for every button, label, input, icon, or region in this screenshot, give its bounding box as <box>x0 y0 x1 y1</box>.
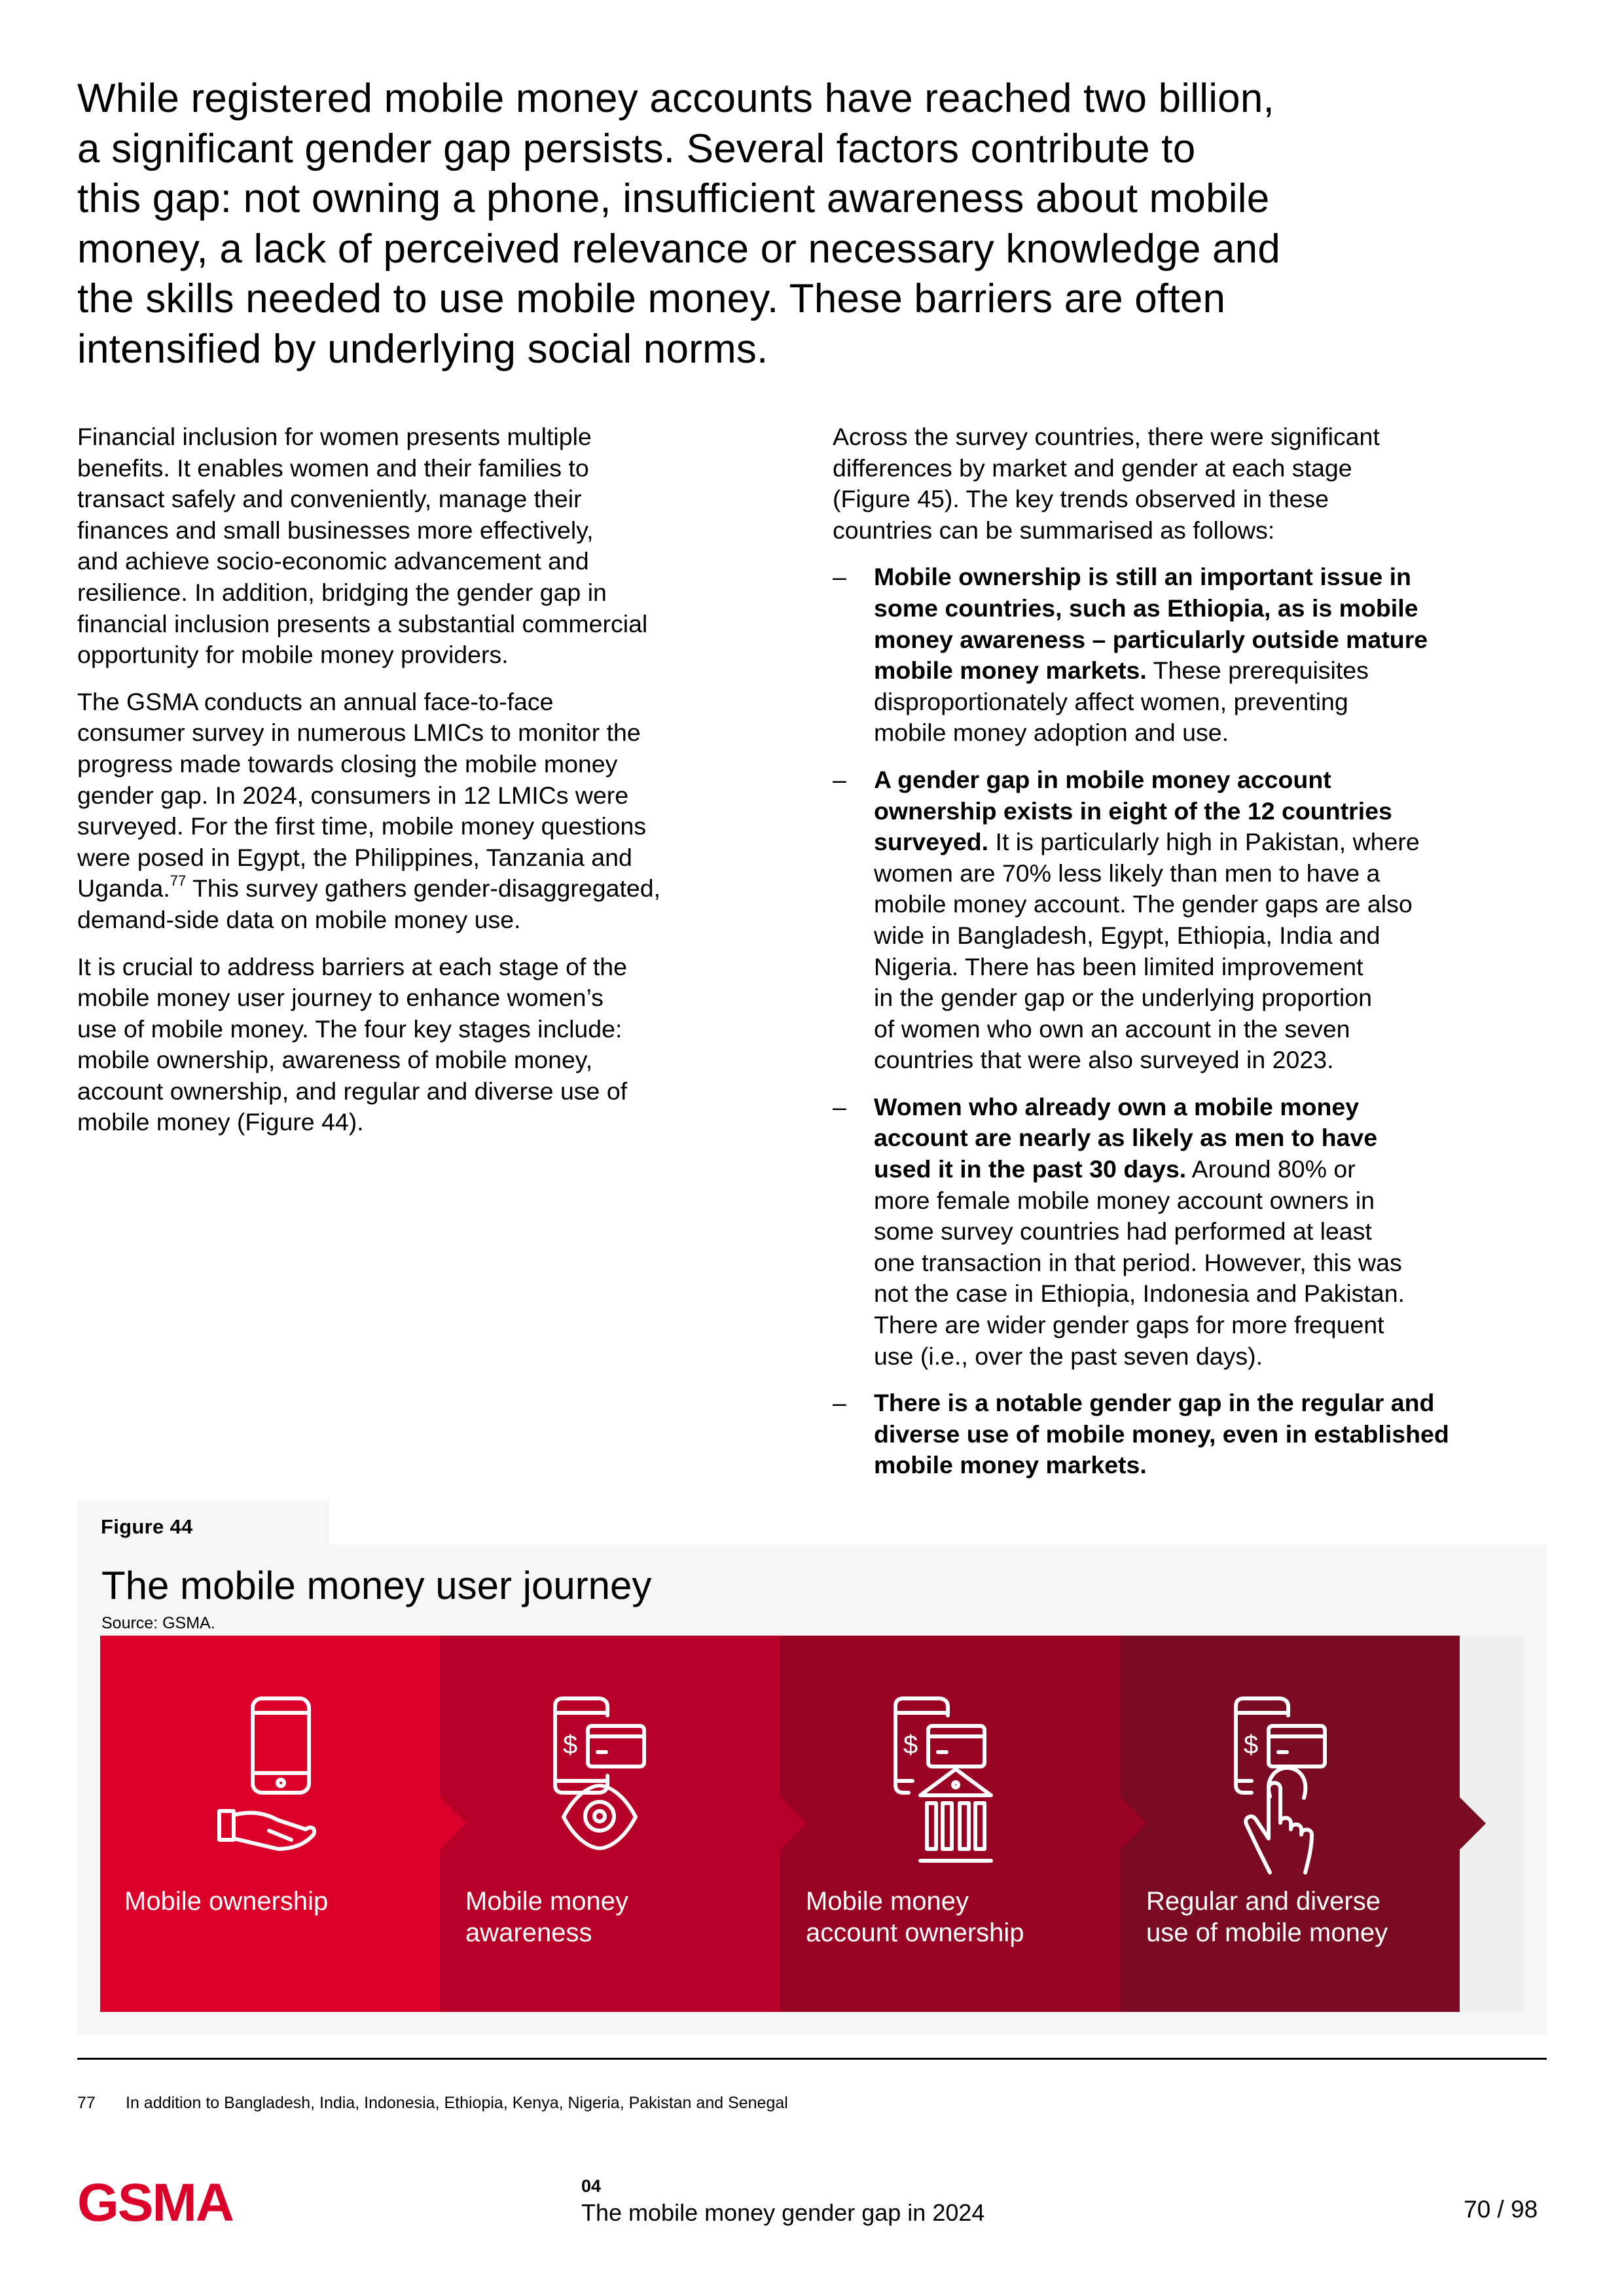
text-fragment: surveyed. <box>874 828 989 856</box>
stage-label-account-ownership <box>806 1886 1024 1948</box>
text-line: use (i.e., over the past seven days). <box>874 1342 1263 1370</box>
user-journey-diagram <box>100 1636 1488 2012</box>
stage-label-mobile-ownership <box>124 1886 328 1917</box>
text-line: transact safely and conveniently, manage their <box>77 485 582 513</box>
text-line: finances and small businesses more effectively, <box>77 516 594 544</box>
bullet-item <box>833 1092 1559 1372</box>
text-line: wide in Bangladesh, Egypt, Ethiopia, India and <box>874 921 1380 949</box>
text-line: demand-side data on mobile money use. <box>77 905 521 933</box>
text-line: Across the survey countries, there were significant <box>833 423 1380 450</box>
text-line: mobile money markets. <box>874 1451 1147 1479</box>
text-line: account ownership, and regular and diverse use of <box>77 1077 628 1105</box>
stage-label-regular-diverse-use <box>1146 1886 1388 1948</box>
bullet-dash: – <box>833 765 846 793</box>
chapter-title[interactable]: The mobile money gender gap in 2024 <box>581 2199 985 2226</box>
text-line: resilience. In addition, bridging the gender gap in <box>77 578 607 606</box>
text-fragment: It is particularly high in Pakistan, where <box>988 828 1420 856</box>
text-line: Women who already own a mobile money <box>874 1092 1360 1121</box>
text-fragment: These prerequisites <box>1146 656 1369 685</box>
stage-label-awareness <box>465 1886 628 1948</box>
bullet-dash: – <box>833 563 846 591</box>
text-line <box>874 655 1559 687</box>
text-line: countries can be summarised as follows: <box>833 516 1275 544</box>
lead-line: intensified by underlying social norms. <box>77 326 768 372</box>
chapter-number: 04 <box>581 2176 602 2196</box>
stage-label-line: awareness <box>465 1918 592 1947</box>
text-line: account are nearly as likely as men to have <box>874 1124 1378 1152</box>
figure-source: Source: GSMA. <box>101 1614 215 1632</box>
text-line: mobile ownership, awareness of mobile money, <box>77 1046 593 1074</box>
lead-heading <box>77 74 1557 374</box>
bullet-dash: – <box>833 1092 846 1121</box>
phone-in-hand-icon <box>218 1695 349 1865</box>
text-line: (Figure 45). The key trends observed in these <box>833 485 1329 513</box>
paragraph-benefits <box>77 422 797 671</box>
stage-label-line: Regular and diverse <box>1146 1887 1380 1916</box>
text-line: progress made towards closing the mobile money <box>77 749 618 778</box>
svg-text:$: $ <box>563 1731 578 1759</box>
text-line: gender gap. In 2024, consumers in 12 LMICs were <box>77 781 629 809</box>
paragraph-intro <box>833 422 1559 546</box>
text-line: money awareness – particularly outside mature <box>874 625 1428 653</box>
text-line: Mobile ownership is still an important issue in <box>874 563 1411 591</box>
svg-text:$: $ <box>1244 1731 1259 1759</box>
text-line: women are 70% less likely than men to have a <box>874 859 1380 887</box>
stage-label-line: account ownership <box>806 1918 1024 1947</box>
right-column <box>833 422 1559 1497</box>
mobile-payment-eye-icon <box>542 1695 686 1865</box>
text-line: use of mobile money. The four key stages include: <box>77 1014 623 1043</box>
text-line: A gender gap in mobile money account <box>874 765 1331 793</box>
text-line: Financial inclusion for women presents multiple <box>77 423 592 450</box>
text-fragment: used it in the past 30 days. <box>874 1155 1187 1183</box>
text-line: Nigeria. There has been limited improvement <box>874 952 1363 980</box>
text-line: ownership exists in eight of the 12 countries <box>874 797 1392 825</box>
bullet-item <box>833 1388 1559 1481</box>
text-line: and achieve socio-economic advancement and <box>77 547 589 575</box>
stage-label-line: Mobile ownership <box>124 1887 329 1916</box>
stage-label-line: Mobile money <box>465 1887 629 1916</box>
text-line: more female mobile money account owners in <box>874 1186 1375 1214</box>
page-indicator: 70 / 98 <box>1464 2196 1538 2223</box>
lead-line: a significant gender gap persists. Several factors contribute to <box>77 126 1196 171</box>
footnote-reference[interactable]: 77 <box>170 872 187 889</box>
text-line: mobile money (Figure 44). <box>77 1108 364 1136</box>
svg-text:$: $ <box>903 1731 918 1759</box>
text-line: consumer survey in numerous LMICs to monitor the <box>77 719 641 747</box>
mobile-payment-bank-icon <box>882 1695 1026 1878</box>
figure-label-tab <box>77 1501 329 1545</box>
stage-label-line: use of mobile money <box>1146 1918 1388 1947</box>
text-line: diverse use of mobile money, even in established <box>874 1420 1449 1448</box>
text-fragment: Around 80% or <box>1186 1155 1356 1183</box>
text-line: mobile money adoption and use. <box>874 719 1229 747</box>
text-line: some countries, such as Ethiopia, as is mobile <box>874 594 1418 622</box>
gsma-logo[interactable]: GSMA <box>77 2173 233 2233</box>
text-line: It is crucial to address barriers at each stage of the <box>77 952 627 980</box>
figure-label: Figure 44 <box>101 1515 193 1538</box>
text-fragment: mobile money markets. <box>874 656 1147 685</box>
text-line: one transaction in that period. However, this was <box>874 1248 1402 1276</box>
left-column <box>77 422 797 1154</box>
text-line: mobile money user journey to enhance women’s <box>77 984 604 1012</box>
text-line <box>874 827 1559 858</box>
bullet-dash: – <box>833 1389 846 1417</box>
lead-line: this gap: not owning a phone, insufficient awareness about mobile <box>77 176 1270 221</box>
bullet-item <box>833 764 1559 1076</box>
text-line <box>77 873 797 905</box>
paragraph-survey <box>77 687 797 936</box>
text-fragment: Uganda. <box>77 874 170 903</box>
text-line: financial inclusion presents a substantial commercial <box>77 609 648 637</box>
lead-line: While registered mobile money accounts have reached two billion, <box>77 76 1274 121</box>
text-line: disproportionately affect women, preventing <box>874 687 1348 715</box>
text-line: some survey countries had performed at least <box>874 1217 1372 1246</box>
mobile-payment-tap-icon <box>1223 1695 1367 1878</box>
text-line: countries that were also surveyed in 2023. <box>874 1046 1334 1074</box>
footnote-text: In addition to Bangladesh, India, Indonesia, Ethiopia, Kenya, Nigeria, Pakistan and Senegal <box>126 2094 788 2112</box>
text-line: of women who own an account in the seven <box>874 1014 1350 1043</box>
text-line: There is a notable gender gap in the regular and <box>874 1389 1435 1417</box>
bullet-item <box>833 562 1559 749</box>
text-line: not the case in Ethiopia, Indonesia and Pakistan. <box>874 1280 1405 1308</box>
paragraph-barriers <box>77 952 797 1139</box>
text-line: in the gender gap or the underlying proportion <box>874 984 1372 1012</box>
text-line: were posed in Egypt, the Philippines, Tanzania and <box>77 843 632 871</box>
text-line: mobile money account. The gender gaps are also <box>874 890 1413 918</box>
footnote <box>77 2093 788 2113</box>
figure-title: The mobile money user journey <box>101 1564 652 1607</box>
stage-label-line: Mobile money <box>806 1887 969 1916</box>
text-line: There are wider gender gaps for more frequent <box>874 1311 1384 1339</box>
text-line: opportunity for mobile money providers. <box>77 641 509 669</box>
footnote-divider <box>77 2058 1547 2060</box>
lead-line: money, a lack of perceived relevance or necessary knowledge and <box>77 226 1281 272</box>
lead-line: the skills needed to use mobile money. These barriers are often <box>77 276 1226 321</box>
text-line: benefits. It enables women and their families to <box>77 454 589 482</box>
footnote-number: 77 <box>77 2094 96 2112</box>
text-line: surveyed. For the first time, mobile money questions <box>77 812 647 840</box>
text-line: The GSMA conducts an annual face-to-face <box>77 687 554 715</box>
text-fragment: This survey gathers gender-disaggregated, <box>186 874 660 903</box>
text-line: differences by market and gender at each stage <box>833 454 1352 482</box>
text-line <box>874 1154 1559 1185</box>
